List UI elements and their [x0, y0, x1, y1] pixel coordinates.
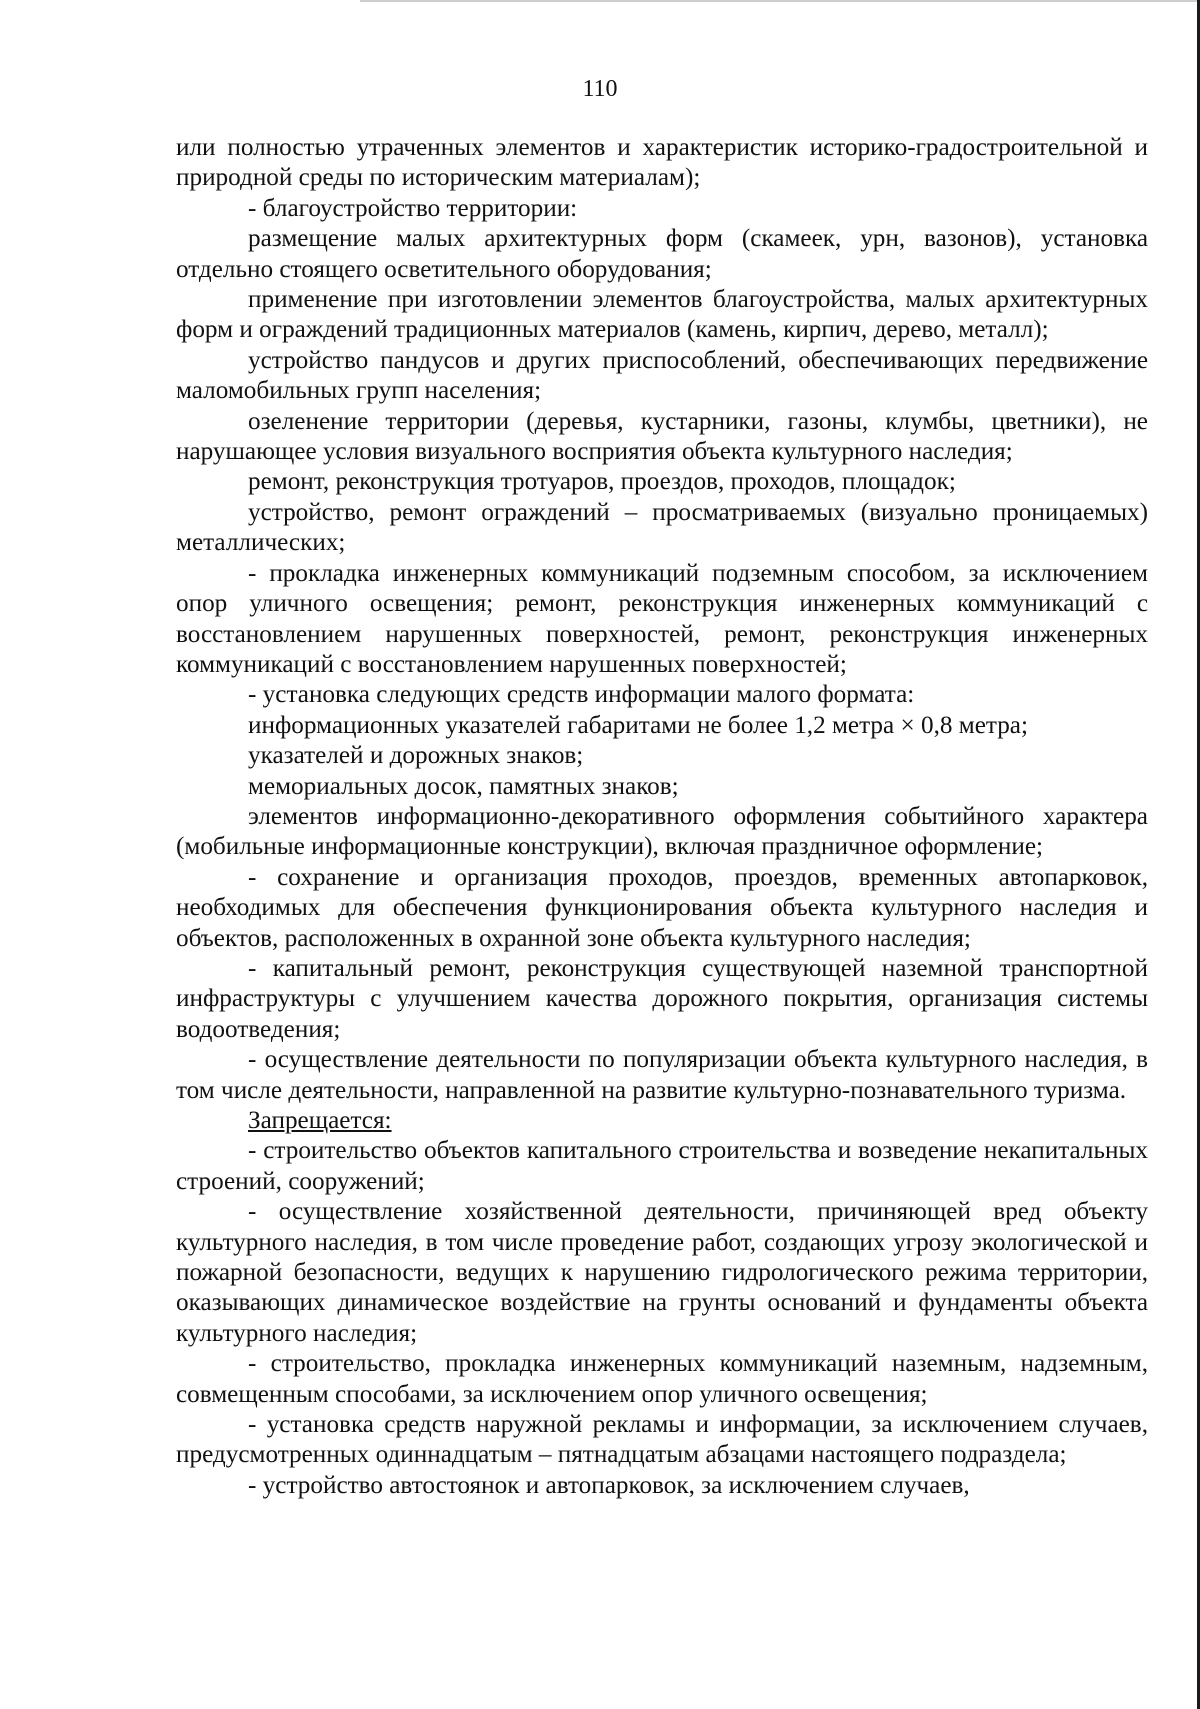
paragraph: - благоустройство территории:: [248, 194, 578, 222]
paragraph: устройство пандусов и других приспособлений, обеспечивающих передвижение маломобильных групп населения;: [176, 346, 1148, 405]
paragraph: озеленение территории (деревья, кустарники, газоны, клумбы, цветники), не нарушающее условия визуального восприятия объекта культурного наследия;: [176, 407, 1148, 466]
section-heading: Запрещается:: [248, 1107, 392, 1134]
paragraph: - сохранение и организация проходов, проездов, временных автопарковок, необходимых для обеспечения функционирования объекта культурного наследия и объектов, расположенных в охранной зоне объекта культурного наследия;: [176, 863, 1148, 952]
paragraph: информационных указателей габаритами не более 1,2 метра × 0,8 метра;: [248, 711, 1028, 739]
paragraph: - капитальный ремонт, реконструкция существующей наземной транспортной инфраструктуры с улучшением качества дорожного покрытия, организация системы водоотведения;: [176, 954, 1148, 1043]
paragraph: - строительство, прокладка инженерных коммуникаций наземным, надземным, совмещенным способами, за исключением опор уличного освещения;: [176, 1350, 1148, 1408]
paragraph: - установка следующих средств информации малого формата:: [248, 681, 915, 709]
paragraph: мемориальных досок, памятных знаков;: [248, 772, 679, 800]
paragraph: ремонт, реконструкция тротуаров, проездов, проходов, площадок;: [248, 468, 956, 496]
paragraph: указателей и дорожных знаков;: [248, 742, 584, 770]
document-body: [176, 133, 1148, 1501]
scan-top-edge: [360, 0, 1200, 2]
paragraph: применение при изготовлении элементов благоустройства, малых архитектурных форм и ограждений традиционных материалов (камень, кирпич, дерево, металл);: [176, 286, 1148, 344]
paragraph: - прокладка инженерных коммуникаций подземным способом, за исключением опор уличного освещения; ремонт, реконструкция инженерных коммуникаций с восстановлением нарушенных поверхностей, ремонт, реконструкция инженерных коммуникаций с восстановлением нарушенных поверхностей;: [176, 559, 1148, 678]
paragraph: элементов информационно-декоративного оформления событийного характера (мобильные информационные конструкции), включая праздничное оформление;: [176, 802, 1148, 861]
paragraph: - установка средств наружной рекламы и информации, за исключением случаев, предусмотренных одиннадцатым – пятнадцатым абзацами настоящего подраздела;: [176, 1411, 1148, 1469]
paragraph: - строительство объектов капитального строительства и возведение некапитальных строений, сооружений;: [176, 1137, 1148, 1195]
page-number: 110: [582, 76, 618, 102]
paragraph: или полностью утраченных элементов и характеристик историко-градостроительной и природной среды по историческим материалам);: [176, 134, 1148, 192]
paragraph: - устройство автостоянок и автопарковок, за исключением случаев,: [248, 1471, 970, 1499]
paragraph: размещение малых архитектурных форм (скамеек, урн, вазонов), установка отдельно стоящего осветительного оборудования;: [176, 225, 1148, 283]
paragraph: устройство, ремонт ограждений – просматриваемых (визуально проницаемых) металлических;: [176, 498, 1148, 557]
paragraph: - осуществление хозяйственной деятельности, причиняющей вред объекту культурного наследия, в том числе проведение работ, создающих угрозу экологической и пожарной безопасности, ведущих к нарушению гидрологического режима территории, оказывающих динамическое воздействие на грунты оснований и фундаменты объекта культурного наследия;: [176, 1198, 1148, 1347]
paragraph: - осуществление деятельности по популяризации объекта культурного наследия, в том числе деятельности, направленной на развитие культурно-познавательного туризма.: [176, 1046, 1148, 1104]
